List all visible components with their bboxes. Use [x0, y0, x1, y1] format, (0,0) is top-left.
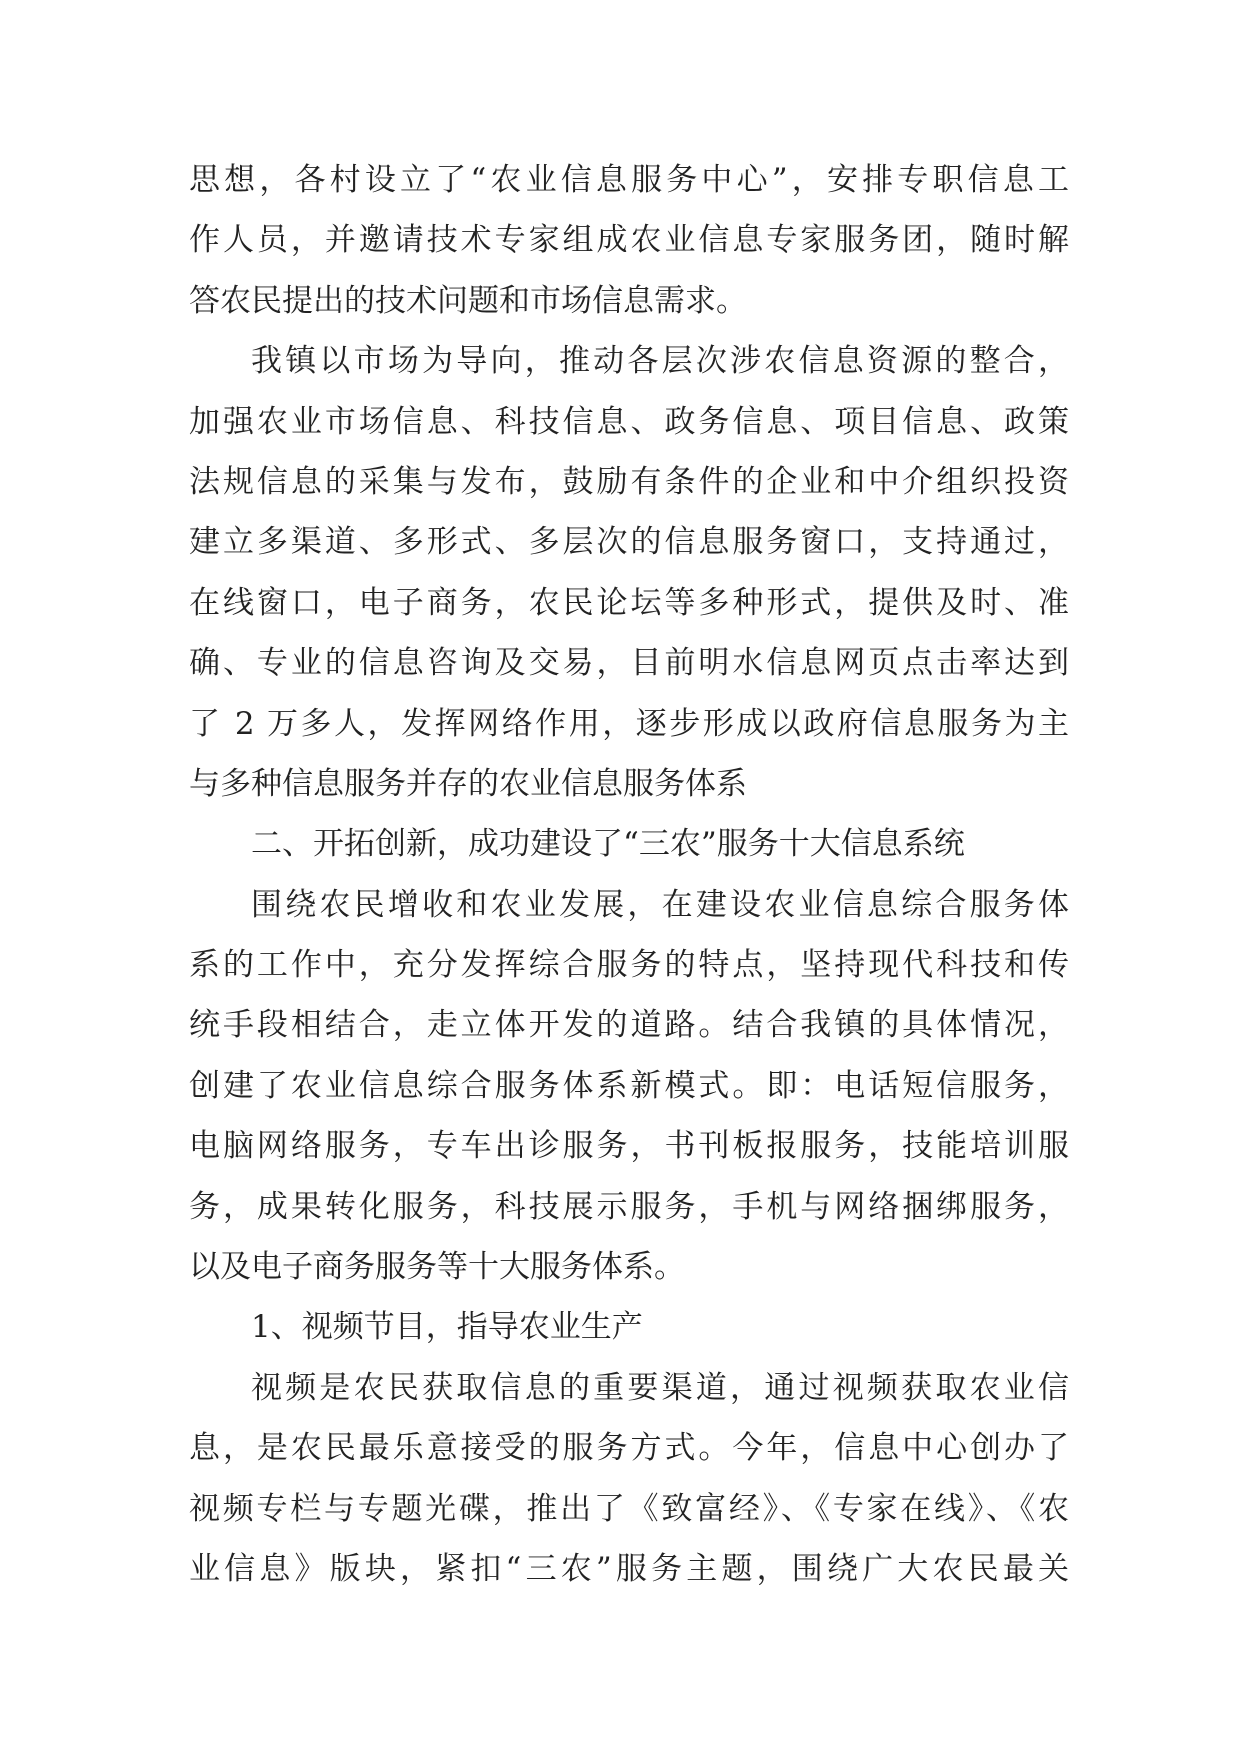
text-line: 视频专栏与专题光碟，推出了《致富经》、《专家在线》、《农 — [189, 1490, 1069, 1527]
text-line: 与多种信息服务并存的农业信息服务体系 — [189, 765, 747, 802]
text-line: 统手段相结合，走立体开发的道路。结合我镇的具体情况， — [189, 1007, 1069, 1044]
text-line: 了 2 万多人，发挥网络作用，逐步形成以政府信息服务为主 — [189, 705, 1069, 742]
paragraph-first-line: 1、视频节目，指导农业生产 — [251, 1309, 643, 1346]
text-line: 作人员，并邀请技术专家组成农业信息专家服务团，随时解 — [189, 222, 1069, 259]
text-line: 加强农业市场信息、科技信息、政务信息、项目信息、政策 — [189, 403, 1069, 440]
text-line: 创建了农业信息综合服务体系新模式。即：电话短信服务， — [189, 1067, 1069, 1104]
text-line: 答农民提出的技术问题和市场信息需求。 — [189, 282, 747, 319]
paragraph-first-line: 围绕农民增收和农业发展，在建设农业信息综合服务体 — [251, 886, 1069, 923]
document-body — [189, 150, 1069, 1599]
text-line: 思想，各村设立了“农业信息服务中心”，安排专职信息工 — [189, 162, 1069, 198]
paragraph-first-line: 我镇以市场为导向，推动各层次涉农信息资源的整合， — [251, 343, 1069, 380]
text-line: 在线窗口，电子商务，农民论坛等多种形式，提供及时、准 — [189, 584, 1069, 621]
text-line: 系的工作中，充分发挥综合服务的特点，坚持现代科技和传 — [189, 947, 1069, 984]
text-line: 电脑网络服务，专车出诊服务，书刊板报服务，技能培训服 — [189, 1128, 1069, 1165]
text-line: 建立多渠道、多形式、多层次的信息服务窗口，支持通过， — [189, 524, 1069, 561]
text-line: 以及电子商务服务等十大服务体系。 — [189, 1249, 685, 1286]
paragraph-first-line: 二、开拓创新，成功建设了“三农”服务十大信息系统 — [251, 826, 965, 863]
text-line: 确、专业的信息咨询及交易，目前明水信息网页点击率达到 — [189, 645, 1069, 682]
text-line: 息，是农民最乐意接受的服务方式。今年，信息中心创办了 — [189, 1430, 1069, 1467]
text-line: 务，成果转化服务，科技展示服务，手机与网络捆绑服务， — [189, 1188, 1069, 1225]
paragraph-first-line: 视频是农民获取信息的重要渠道，通过视频获取农业信 — [251, 1369, 1069, 1406]
text-line: 业信息》版块，紧扣“三农”服务主题，围绕广大农民最关 — [189, 1550, 1069, 1587]
text-line: 法规信息的采集与发布，鼓励有条件的企业和中介组织投资 — [189, 463, 1069, 500]
